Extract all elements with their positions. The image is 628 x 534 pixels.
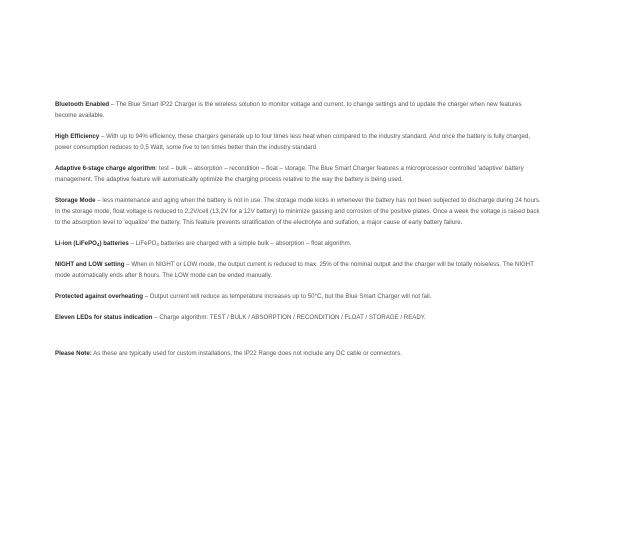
text-pre: – LiFePO xyxy=(128,240,157,247)
feature-title: Bluetooth Enabled xyxy=(55,101,110,108)
feature-title: High Efficiency xyxy=(55,133,100,140)
title-pre: Li-ion (LiFePO xyxy=(55,240,97,247)
feature-text: – less maintenance and aging when the battery is not in use. The storage mode kicks in whenever the battery has not been subjected to discharge during 24 hours. In the storage mode, float voltage is reduced to 2,2V/cell (13,2V for a 12V battery) to minimize gassing and corrosion of the positive plates. Once a week the voltage is raised back to the absorption level to 'equalize' the battery. This feature prevents stratification of the electrolyte and sulfation, a major cause of early battery failure. xyxy=(55,197,541,226)
feature-title: Adaptive 6-stage charge algorithm xyxy=(55,165,156,172)
text-post: batteries are charged with a simple bulk – absorption – float algorithm. xyxy=(158,240,352,247)
feature-title: Eleven LEDs for status indication xyxy=(55,314,153,321)
feature-text: – Charge algorithm: TEST / BULK / ABSORPTION / RECONDITION / FLOAT / STORAGE / READY. xyxy=(152,314,426,321)
feature-lithium xyxy=(55,238,545,249)
feature-efficiency xyxy=(55,131,545,153)
feature-adaptive xyxy=(55,163,545,185)
feature-bluetooth xyxy=(55,99,545,121)
feature-text: – With up to 94% efficiency, these chargers generate up to four times less heat when compared to the industry standard. And once the battery is fully charged, power consumption reduces to 0,5 Watt, some five to ten times better than the industry standard xyxy=(55,133,531,151)
feature-overheating xyxy=(55,291,545,302)
note-title: Please Note: xyxy=(55,350,92,357)
feature-title: Protected against overheating xyxy=(55,293,143,300)
feature-text: – Output current will reduce as temperature increases up to 50°C, but the Blue Smart Charger will not fail. xyxy=(142,293,432,300)
feature-storage xyxy=(55,195,545,228)
text-subscript: 4 xyxy=(156,242,159,247)
feature-title: Storage Mode xyxy=(55,197,96,204)
feature-leds xyxy=(55,312,545,323)
feature-text: – The Blue Smart IP22 Charger is the wireless solution to monitor voltage and current, to change settings and to update the charger when new features become available. xyxy=(55,101,522,119)
feature-text: – When in NIGHT or LOW mode, the output current is reduced to max. 25% of the nominal output and the charger will be totally noiseless. The NIGHT mode automatically ends after 8 hours. The LOW mode can be ended manually. xyxy=(55,261,534,279)
please-note xyxy=(55,348,545,359)
feature-text: : test – bulk – absorption – recondition – float – storage. The Blue Smart Charger features a microprocessor controlled 'adaptive' battery management. The adaptive feature will automatically optimize the charging process relative to the way the battery is being used. xyxy=(55,165,524,183)
feature-title xyxy=(55,240,129,247)
note-text: As these are typically used for custom installations, the IP22 Range does not include any DC cable or connectors. xyxy=(91,350,403,357)
title-subscript: 4 xyxy=(96,242,100,247)
feature-title: NIGHT and LOW setting xyxy=(55,261,125,268)
feature-list xyxy=(55,99,545,369)
feature-night xyxy=(55,259,545,281)
title-post: ) batteries xyxy=(99,240,129,247)
